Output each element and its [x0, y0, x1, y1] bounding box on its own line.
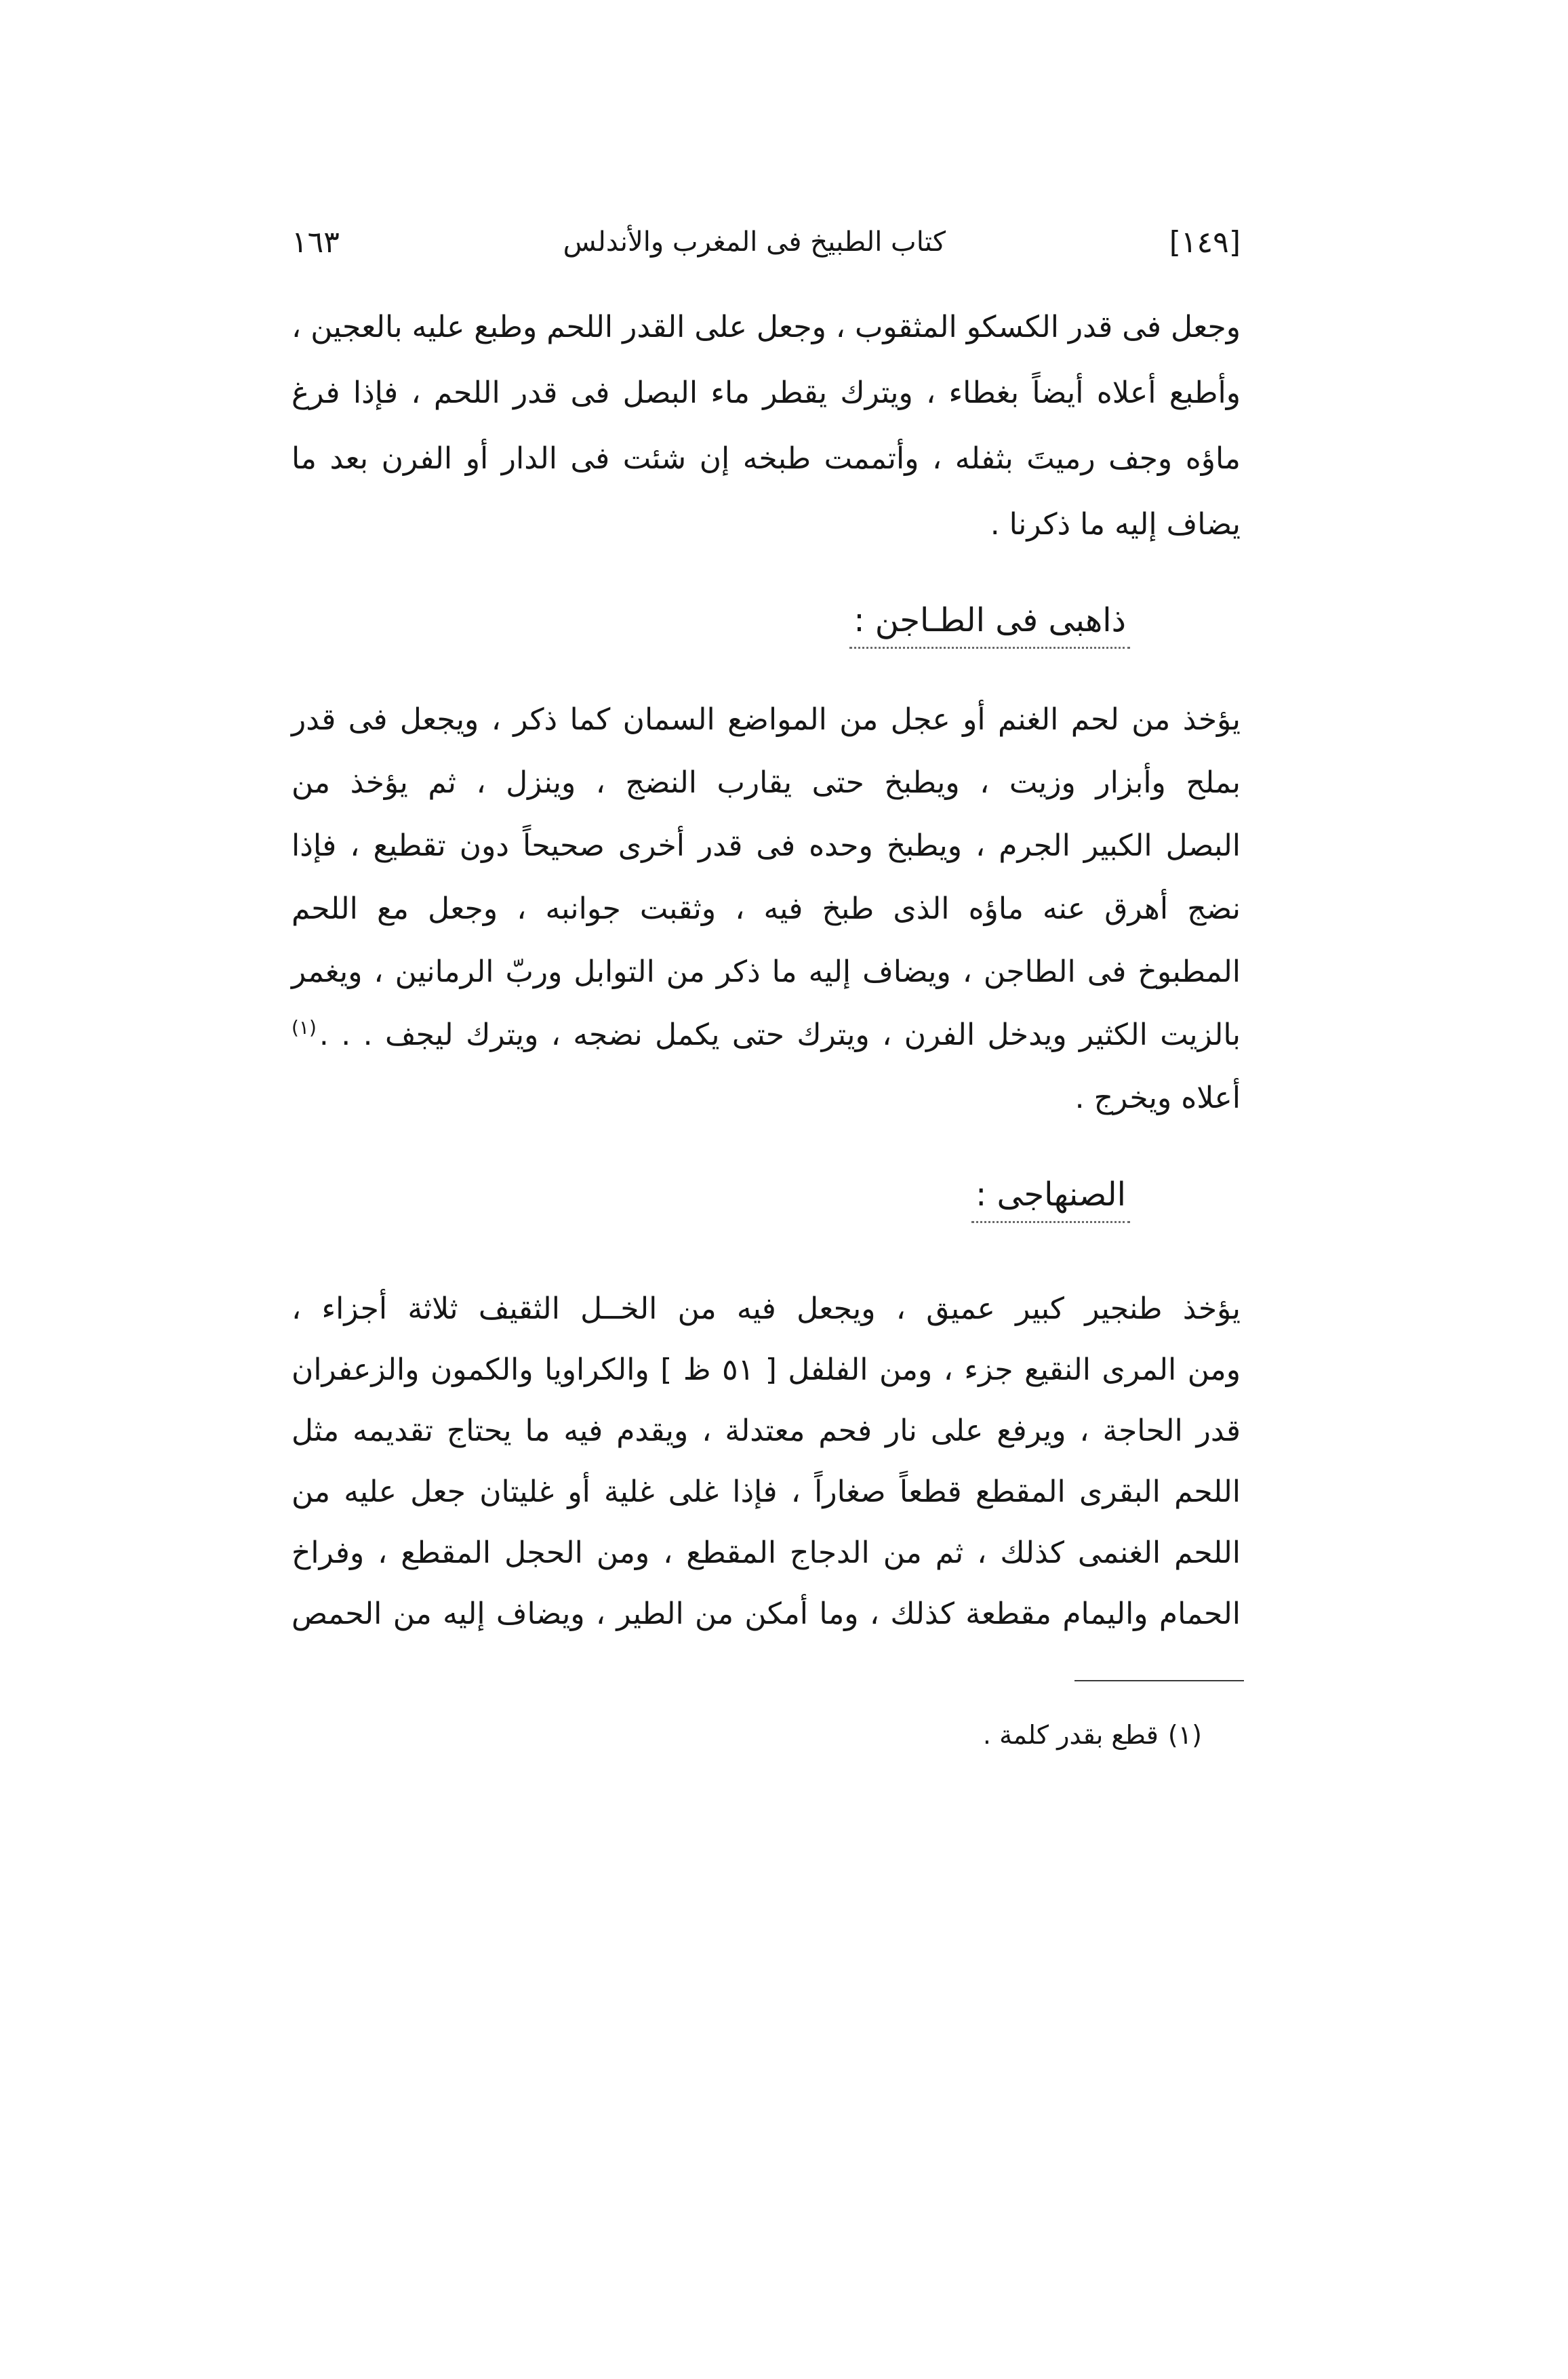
recipe-heading-dhahibi: ذاهبى فى الطـاجن :	[849, 597, 1130, 649]
text-line: ماؤه وجف رميتَ بثفله ، وأتممت طبخه إن شئت فى الدار أو الفرن بعد ما	[292, 441, 1241, 476]
footnote-reference: (١)	[292, 1016, 317, 1039]
text-line: اللحم البقرى المقطع قطعاً صغاراً ، فإذا غلى غلية أو غليتان جعل عليه من	[292, 1475, 1241, 1509]
text-line: يضاف إليه ما ذكرنا .	[990, 507, 1241, 542]
footnote-separator	[1074, 1680, 1244, 1681]
text-line: المطبوخ فى الطاجن ، ويضاف إليه ما ذكر من التوابل وربّ الرمانين ، ويغمر	[292, 955, 1241, 989]
text-line	[292, 1003, 1241, 1066]
running-header	[292, 220, 1241, 264]
text-line: ومن المرى النقيع جزء ، ومن الفلفل [ ٥١ ظ ] والكراويا والكمون والزعفران	[292, 1353, 1241, 1387]
text-line-content: بالزيت الكثير ويدخل الفرن ، ويترك حتى يكمل نضجه ، ويترك ليجف . . .	[319, 1018, 1241, 1052]
running-title: كتاب الطبيخ فى المغرب والأندلس	[563, 226, 946, 258]
footnote	[983, 1713, 1202, 1757]
text-line: يؤخذ من لحم الغنم أو عجل من المواضع السمان كما ذكر ، ويجعل فى قدر	[292, 702, 1241, 737]
text-line: بملح وأبزار وزيت ، ويطبخ حتى يقارب النضج ، وينزل ، ثم يؤخذ من	[292, 765, 1241, 800]
recipe-body-dhahibi	[292, 688, 1241, 1129]
footnote-marker: (١)	[1167, 1720, 1202, 1750]
page-number: ١٦٣	[292, 224, 340, 260]
intro-paragraph	[292, 294, 1241, 557]
folio-reference: [١٤٩]	[1169, 224, 1241, 260]
text-line: نضج أهرق عنه ماؤه الذى طبخ فيه ، وثقبت جوانبه ، وجعل مع اللحم	[292, 892, 1241, 926]
text-line: أعلاه ويخرج .	[1074, 1081, 1241, 1115]
recipe-heading-sanhaji: الصنهاجى :	[971, 1171, 1130, 1223]
text-line: الحمام واليمام مقطعة كذلك ، وما أمكن من الطير ، ويضاف إليه من الحمص	[292, 1597, 1241, 1631]
text-line: يؤخذ طنجير كبير عميق ، ويجعل فيه من الخــل الثقيف ثلاثة أجزاء ،	[292, 1292, 1241, 1326]
text-line: قدر الحاجة ، ويرفع على نار فحم معتدلة ، ويقدم فيه ما يحتاج تقديمه مثل	[292, 1414, 1241, 1448]
text-line: اللحم الغنمى كذلك ، ثم من الدجاج المقطع ، ومن الحجل المقطع ، وفراخ	[292, 1536, 1241, 1570]
footnote-text: قطع بقدر كلمة .	[982, 1720, 1159, 1750]
text-line: وأطبع أعلاه أيضاً بغطاء ، ويترك يقطر ماء البصل فى قدر اللحم ، فإذا فرغ	[292, 376, 1241, 410]
text-line: وجعل فى قدر الكسكو المثقوب ، وجعل على القدر اللحم وطبع عليه بالعجين ،	[292, 310, 1241, 344]
text-line: البصل الكبير الجرم ، ويطبخ وحده فى قدر أخرى صحيحاً دون تقطيع ، فإذا	[292, 828, 1241, 863]
recipe-body-sanhaji	[292, 1279, 1241, 1645]
